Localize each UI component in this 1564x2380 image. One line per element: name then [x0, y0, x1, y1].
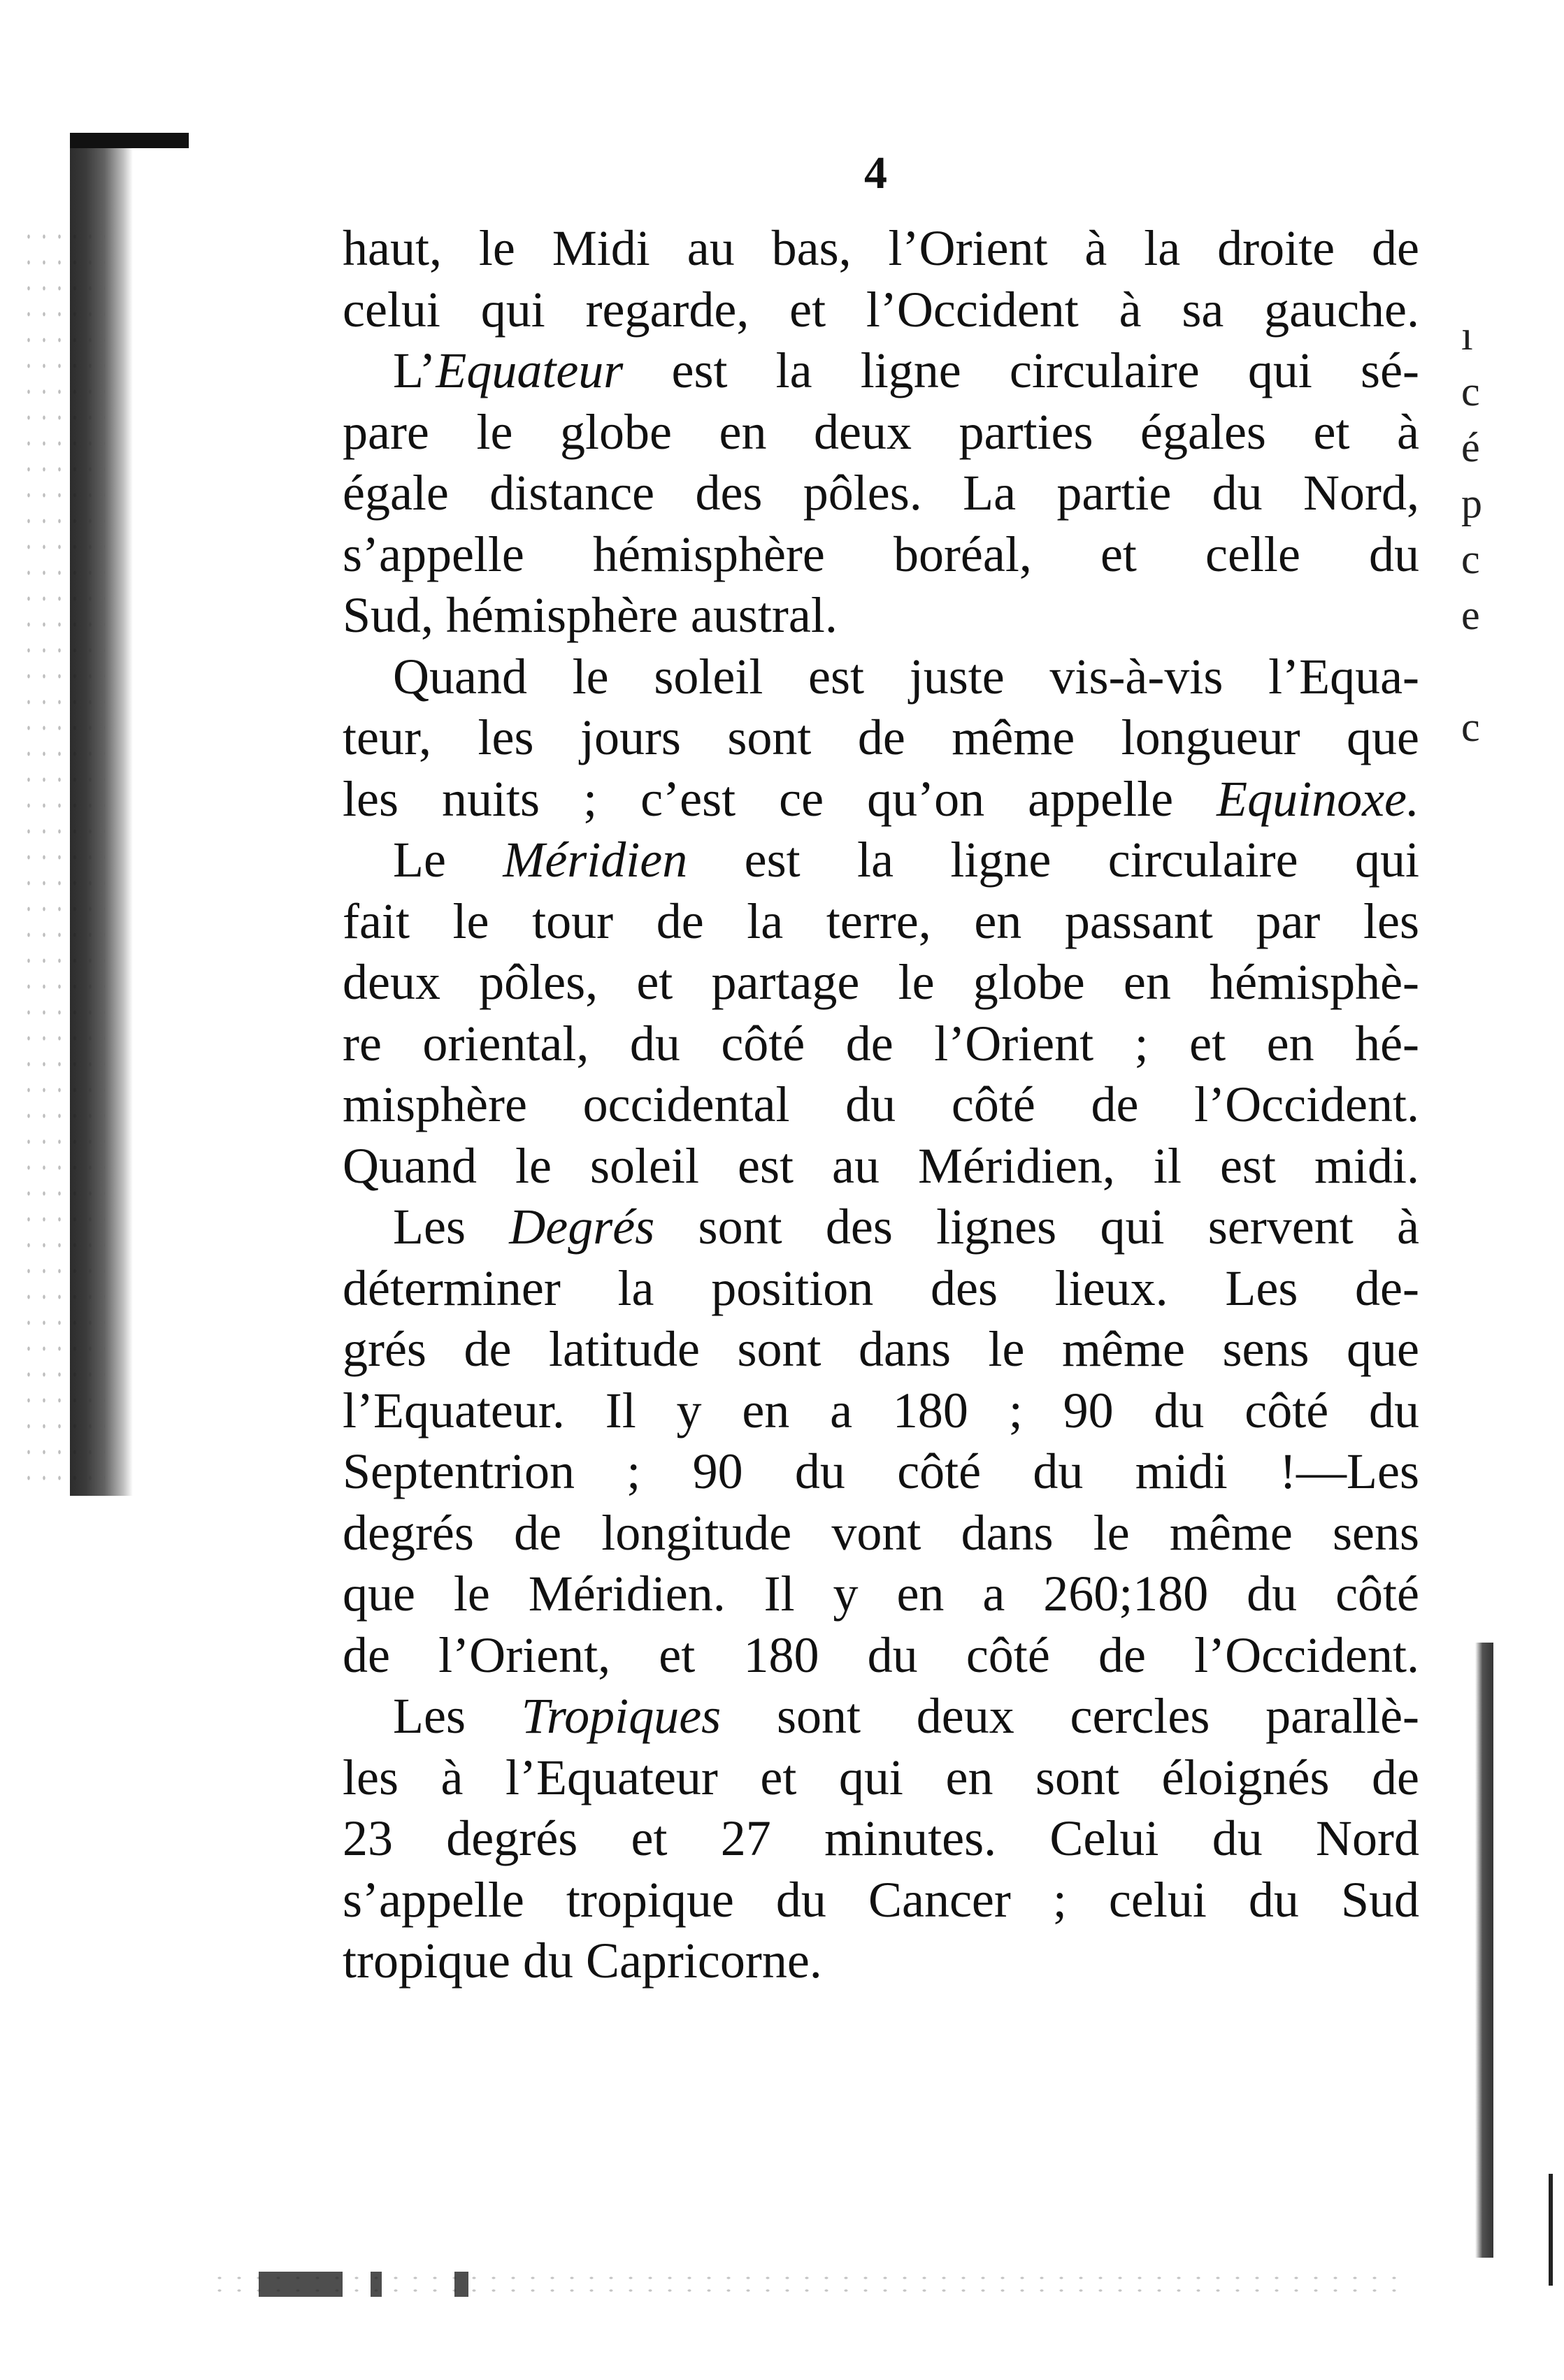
- text-line: [343, 1197, 1419, 1258]
- text-line: pare le globe en deux parties égales et à: [343, 403, 1419, 460]
- text-line: deux pôles, et partage le globe en hémisphè-: [343, 954, 1419, 1010]
- text-segment: sont des lignes qui servent à: [654, 1199, 1419, 1255]
- text-line: haut, le Midi au bas, l’Orient à la droite de: [343, 220, 1419, 276]
- binding-shadow: [70, 133, 133, 1496]
- text-line: grés de latitude sont dans le même sens que: [343, 1321, 1419, 1377]
- text-line: fait le tour de la terre, en passant par les: [343, 893, 1419, 949]
- text-line: s’appelle hémisphère boréal, et celle du: [343, 526, 1419, 582]
- text-line: [343, 830, 1419, 891]
- text-line: celui qui regarde, et l’Occident à sa gauche.: [343, 281, 1419, 338]
- text-segment: est la ligne circulaire qui: [687, 832, 1419, 888]
- text-line: tropique du Capricorne.: [343, 1933, 822, 1989]
- text-line: teur, les jours sont de même longueur que: [343, 709, 1419, 765]
- text-segment: est la ligne circulaire qui sé-: [623, 342, 1419, 398]
- margin-letter: e: [1461, 592, 1480, 638]
- margin-letter: p: [1461, 480, 1482, 526]
- text-line: Septentrion ; 90 du côté du midi !—Les: [343, 1443, 1419, 1499]
- text-line: que le Méridien. Il y en a 260;180 du côté: [343, 1566, 1419, 1622]
- margin-letter: [1461, 643, 1503, 699]
- margin-letter: é: [1461, 424, 1480, 470]
- margin-letter: c: [1461, 368, 1480, 414]
- italic-term: Tropiques: [521, 1688, 722, 1744]
- text-line: Quand le soleil est juste vis-à-vis l’Equa-: [393, 648, 1419, 705]
- text-segment: Les: [393, 1688, 522, 1744]
- italic-term: Degrés: [509, 1199, 655, 1255]
- text-line: [343, 769, 1419, 830]
- page-edge-line: [1549, 2174, 1553, 2286]
- italic-term: Equateur: [436, 342, 624, 398]
- text-segment: sont deux cercles parallè-: [721, 1688, 1419, 1744]
- page-number: 4: [864, 147, 887, 199]
- text-segment: Le: [393, 832, 503, 888]
- italic-term: Equinoxe.: [1217, 770, 1419, 827]
- text-segment: Les: [393, 1199, 510, 1255]
- text-line: de l’Orient, et 180 du côté de l’Occident.: [343, 1627, 1419, 1683]
- margin-letter: c: [1461, 536, 1480, 582]
- text-line: [343, 1686, 1419, 1747]
- margin-letter: ı: [1461, 312, 1473, 359]
- text-line: re oriental, du côté de l’Orient ; et en hé-: [343, 1015, 1419, 1072]
- text-line: s’appelle tropique du Cancer ; celui du Sud: [343, 1871, 1419, 1928]
- text-line: Quand le soleil est au Méridien, il est midi.: [343, 1137, 1419, 1194]
- body-text: [343, 218, 1419, 1992]
- text-line: 23 degrés et 27 minutes. Celui du Nord: [343, 1810, 1419, 1866]
- text-segment: les nuits ; c’est ce qu’on appelle: [343, 770, 1217, 827]
- text-line: misphère occidental du côté de l’Occident.: [343, 1076, 1419, 1132]
- text-line: les à l’Equateur et qui en sont éloignés de: [343, 1749, 1419, 1805]
- text-line: égale distance des pôles. La partie du Nord,: [343, 465, 1419, 521]
- binding-shadow-top: [70, 133, 189, 148]
- text-line: Sud, hémisphère austral.: [343, 587, 838, 643]
- text-line: [343, 340, 1419, 402]
- text-line: l’Equateur. Il y en a 180 ; 90 du côté du: [343, 1382, 1419, 1438]
- text-line: degrés de longitude vont dans le même sens: [343, 1504, 1419, 1561]
- page-edge-shadow: [1475, 1643, 1493, 2258]
- bleed-through-letters: [1461, 308, 1503, 755]
- italic-term: Méridien: [503, 832, 688, 888]
- margin-letter: c: [1461, 704, 1480, 750]
- text-segment: L’: [393, 342, 436, 398]
- bottom-ink-marks: [259, 2272, 552, 2297]
- text-line: déterminer la position des lieux. Les de-: [343, 1260, 1419, 1316]
